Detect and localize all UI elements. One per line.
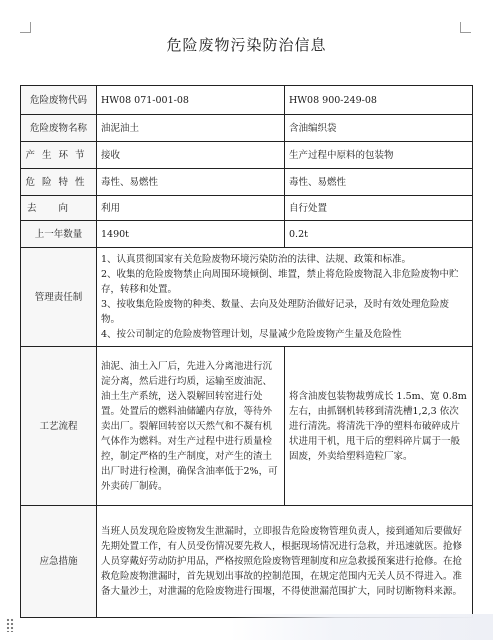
emergency-text: 当班人员发现危险废物发生泄漏时，立即报告危险废物管理负责人，接到通知后要做好先期处置工作，有人员受伤情况要先救人，根据现场情况进行急救，并迅速就医。抢修人员穿戴好劳动防护用品，严格按照危险废物管理制度和应急救援预案进行抢修。在抢救危险废物泄漏时，首先规划出事故的控制范围，在规定范围内无关人员不得进入。准备大量沙土，对泄漏的危险废物进行围堰，不得使泄漏范围扩大，同时切断物料来源。	[97, 506, 473, 618]
duty-list	[97, 248, 473, 347]
hazard-waste-b: 毒性、易燃性	[285, 169, 473, 196]
stage-waste-b: 生产过程中原料的包装物	[285, 142, 473, 169]
crop-mark-left	[20, 22, 31, 33]
row-label-process: 工艺流程	[21, 347, 97, 506]
row-label-name: 危险废物名称	[21, 115, 97, 142]
quantity-waste-b: 0.2t	[285, 221, 473, 248]
row-label-duty: 管理责任制	[21, 248, 97, 347]
duty-item-1: 1、认真贯彻国家有关危险废物环境污染防治的法律、法规、政策和标准。	[101, 254, 412, 265]
drag-handle-icon[interactable]	[6, 618, 14, 632]
name-waste-b: 含油编织袋	[285, 115, 473, 142]
name-waste-a: 油泥油土	[97, 115, 285, 142]
row-label-emergency: 应急措施	[21, 506, 97, 618]
row-label-quantity: 上一年数量	[21, 221, 97, 248]
process-waste-b: 将含油废包装物裁剪成长 1.5m、宽 0.8m 左右，由抓钢机转移到清洗槽1,2,3 依次进行清洗。将清洗干净的塑料布破碎成片状进用干机，甩干后的塑料碎片属于一般固废，外卖给塑料造粒厂家。	[285, 347, 473, 506]
document-title: 危险废物污染防治信息	[166, 36, 327, 54]
duty-item-3: 3、按收集危险废物的种类、数量、去向及处理防治做好记录，及时有效处理危险废物。	[101, 299, 450, 325]
table-row-duty	[21, 248, 473, 347]
hazardous-waste-info-table	[20, 85, 473, 618]
table-row-emergency	[21, 506, 473, 618]
crop-mark-right	[460, 22, 471, 33]
table-row-code	[21, 86, 473, 115]
table-row-stage	[21, 142, 473, 169]
table-row-hazard	[21, 169, 473, 196]
row-label-destination: 去向	[21, 196, 97, 221]
row-label-hazard: 危险特性	[21, 169, 97, 196]
stage-waste-a: 接收	[97, 142, 285, 169]
row-label-code: 危险废物代码	[21, 86, 97, 115]
destination-waste-b: 自行处置	[285, 196, 473, 221]
row-label-stage: 产生环节	[21, 142, 97, 169]
process-waste-a: 油泥、油土入厂后，先进入分离池进行沉淀分离，然后进行均质，运输至废油泥、油土生产系统，送入裂解回转窑进行处置。处置后的燃料油储罐内存放，等待外卖出厂。裂解回转窑以天然气和不凝有机气体作为燃料。对生产过程中进行质量检控，制定严格的生产制度，对产生的渣土出厂时进行检测，确保含油率低于2%，可外卖砖厂制砖。	[97, 347, 285, 506]
destination-waste-a: 利用	[97, 196, 285, 221]
table-row-destination	[21, 196, 473, 221]
code-waste-b: HW08 900-249-08	[285, 86, 473, 115]
table-row-quantity	[21, 221, 473, 248]
quantity-waste-a: 1490t	[97, 221, 285, 248]
table-row-process	[21, 347, 473, 506]
hazard-waste-a: 毒性、易燃性	[97, 169, 285, 196]
duty-item-4: 4、按公司制定的危险废物管理计划，尽量减少危险废物产生量及危险性	[101, 329, 402, 340]
bottom-fade-overlay	[230, 614, 493, 640]
duty-item-2: 2、收集的危险废物禁止向周围环境倾倒、堆置，禁止将危险废物混入非危险废物中贮存，转移和处置。	[101, 269, 459, 295]
table-row-name	[21, 115, 473, 142]
code-waste-a: HW08 071-001-08	[97, 86, 285, 115]
